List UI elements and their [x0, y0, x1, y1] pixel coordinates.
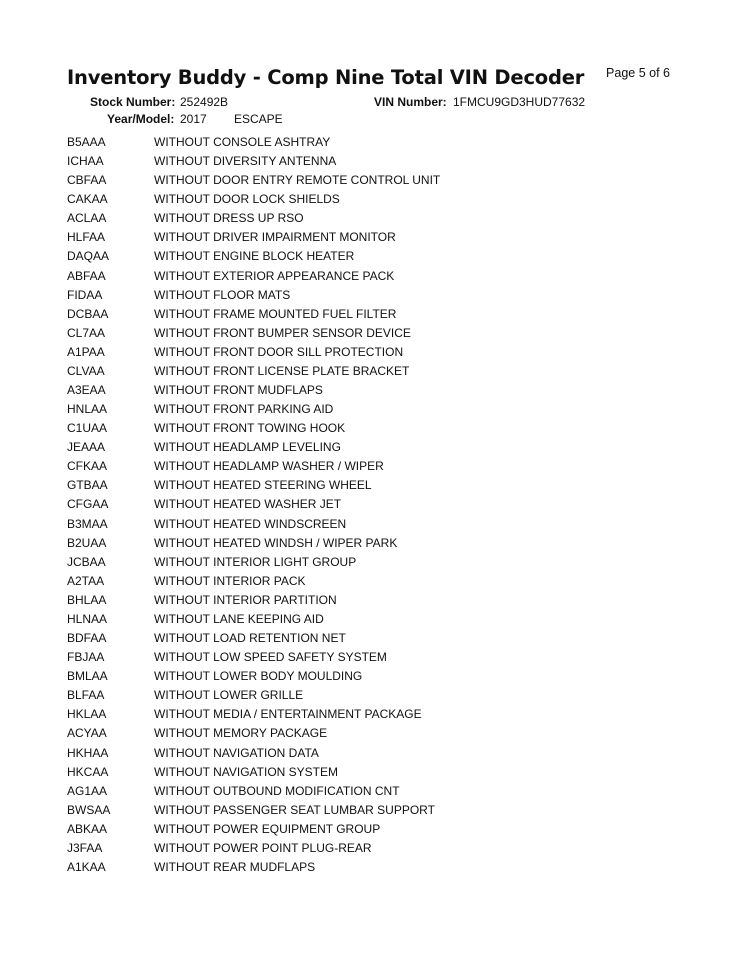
- option-description: WITHOUT NAVIGATION DATA: [154, 745, 319, 760]
- option-code: CAKAA: [67, 192, 108, 207]
- list-item: [67, 724, 677, 743]
- option-code: ACLAA: [67, 211, 107, 226]
- list-item: [67, 400, 677, 419]
- option-code: B3MAA: [67, 516, 108, 531]
- list-item: [67, 782, 677, 801]
- list-item: [67, 267, 677, 286]
- option-code: DCBAA: [67, 306, 109, 321]
- option-description: WITHOUT EXTERIOR APPEARANCE PACK: [154, 268, 395, 283]
- option-code: HKCAA: [67, 764, 109, 779]
- option-description: WITHOUT INTERIOR PARTITION: [154, 592, 337, 607]
- stock-number-value: 252492B: [180, 95, 229, 109]
- option-code: GTBAA: [67, 478, 108, 493]
- option-code: DAQAA: [67, 249, 110, 264]
- page-number: Page 5 of 6: [606, 66, 670, 80]
- option-code: ABFAA: [67, 268, 106, 283]
- option-description: WITHOUT LOWER GRILLE: [154, 688, 304, 703]
- list-item: [67, 438, 677, 457]
- list-item: [67, 686, 677, 705]
- option-description: WITHOUT FRONT PARKING AID: [154, 402, 334, 417]
- list-item: [67, 667, 677, 686]
- list-item: [67, 820, 677, 839]
- list-item: [67, 457, 677, 476]
- option-description: WITHOUT HEATED WINDSH / WIPER PARK: [154, 535, 398, 550]
- list-item: [67, 744, 677, 763]
- option-code: BHLAA: [67, 592, 107, 607]
- list-item: [67, 228, 677, 247]
- list-item: [67, 839, 677, 858]
- stock-number: [90, 95, 229, 109]
- list-item: [67, 209, 677, 228]
- list-item: [67, 247, 677, 266]
- vin-number-label: VIN Number:: [374, 95, 447, 109]
- option-description: WITHOUT FRAME MOUNTED FUEL FILTER: [154, 306, 397, 321]
- list-item: [67, 495, 677, 514]
- list-item: [67, 572, 677, 591]
- option-code: ABKAA: [67, 821, 108, 836]
- list-item: [67, 763, 677, 782]
- option-code: BMLAA: [67, 669, 108, 684]
- option-code: AG1AA: [67, 783, 108, 798]
- option-code: ICHAA: [67, 154, 104, 169]
- option-description: WITHOUT INTERIOR PACK: [154, 573, 306, 588]
- list-item: [67, 534, 677, 553]
- option-description: WITHOUT MEDIA / ENTERTAINMENT PACKAGE: [154, 707, 422, 722]
- option-description: WITHOUT INTERIOR LIGHT GROUP: [154, 554, 357, 569]
- option-code: CFGAA: [67, 497, 109, 512]
- option-code: CLVAA: [67, 363, 105, 378]
- year-model-label: Year/Model:: [107, 112, 175, 126]
- option-code: HLNAA: [67, 611, 108, 626]
- option-description: WITHOUT POWER EQUIPMENT GROUP: [154, 821, 381, 836]
- list-item: [67, 324, 677, 343]
- option-code: J3FAA: [67, 840, 103, 855]
- option-code: JCBAA: [67, 554, 106, 569]
- option-code: BLFAA: [67, 688, 105, 703]
- list-item: [67, 362, 677, 381]
- option-description: WITHOUT CONSOLE ASHTRAY: [154, 135, 331, 149]
- option-description: WITHOUT FRONT TOWING HOOK: [154, 421, 346, 436]
- option-code: HNLAA: [67, 402, 108, 417]
- option-code: A1PAA: [67, 344, 105, 359]
- option-code: BDFAA: [67, 631, 107, 646]
- option-code: HKHAA: [67, 745, 109, 760]
- option-code: FBJAA: [67, 650, 105, 665]
- list-item: [67, 610, 677, 629]
- option-description: WITHOUT LOAD RETENTION NET: [154, 631, 346, 646]
- option-code: BWSAA: [67, 802, 111, 817]
- option-code: CFKAA: [67, 459, 108, 474]
- option-description: WITHOUT OUTBOUND MODIFICATION CNT: [154, 783, 400, 798]
- option-description: WITHOUT DRIVER IMPAIRMENT MONITOR: [154, 230, 396, 245]
- list-item: [67, 858, 677, 877]
- list-item: [67, 190, 677, 209]
- option-code: B5AAA: [67, 135, 106, 149]
- option-description: WITHOUT DOOR LOCK SHIELDS: [154, 192, 340, 207]
- stock-number-label: Stock Number:: [90, 95, 176, 109]
- list-item: [67, 171, 677, 190]
- option-description: WITHOUT LOW SPEED SAFETY SYSTEM: [154, 650, 387, 665]
- option-description: WITHOUT NAVIGATION SYSTEM: [154, 764, 339, 779]
- option-code: HKLAA: [67, 707, 107, 722]
- option-description: WITHOUT DIVERSITY ANTENNA: [154, 154, 337, 169]
- option-description: WITHOUT FRONT DOOR SILL PROTECTION: [154, 344, 404, 359]
- option-description: WITHOUT HEADLAMP LEVELING: [154, 440, 341, 455]
- option-code: A2TAA: [67, 573, 105, 588]
- option-description: WITHOUT FRONT LICENSE PLATE BRACKET: [154, 363, 410, 378]
- list-item: [67, 629, 677, 648]
- list-item: [67, 152, 677, 171]
- list-item: [67, 648, 677, 667]
- option-code: CL7AA: [67, 325, 106, 340]
- option-code: A1KAA: [67, 859, 106, 874]
- model-value: ESCAPE: [234, 112, 283, 126]
- option-code: HLFAA: [67, 230, 106, 245]
- option-description: WITHOUT DRESS UP RSO: [154, 211, 304, 226]
- option-description: WITHOUT HEADLAMP WASHER / WIPER: [154, 459, 384, 474]
- list-item: [67, 705, 677, 724]
- vin-number-value: 1FMCU9GD3HUD77632: [453, 95, 586, 109]
- option-code: A3EAA: [67, 383, 106, 398]
- option-description: WITHOUT HEATED WASHER JET: [154, 497, 342, 512]
- option-code: JEAAA: [67, 440, 106, 455]
- option-description: WITHOUT FRONT BUMPER SENSOR DEVICE: [154, 325, 411, 340]
- list-item: [67, 515, 677, 534]
- option-description: WITHOUT HEATED WINDSCREEN: [154, 516, 347, 531]
- option-code: ACYAA: [67, 726, 107, 741]
- vin-number: [374, 95, 586, 109]
- option-code-list: [67, 133, 677, 877]
- list-item: [67, 305, 677, 324]
- year-value: 2017: [180, 112, 207, 126]
- option-description: WITHOUT DOOR ENTRY REMOTE CONTROL UNIT: [154, 173, 441, 188]
- option-code: CBFAA: [67, 173, 107, 188]
- list-item: [67, 381, 677, 400]
- page-title: Inventory Buddy - Comp Nine Total VIN Decoder: [67, 66, 585, 89]
- option-description: WITHOUT LANE KEEPING AID: [154, 611, 324, 626]
- list-item: [67, 343, 677, 362]
- option-description: WITHOUT FLOOR MATS: [154, 287, 291, 302]
- list-item: [67, 419, 677, 438]
- list-item: [67, 591, 677, 610]
- list-item: [67, 553, 677, 572]
- option-description: WITHOUT MEMORY PACKAGE: [154, 726, 328, 741]
- option-description: WITHOUT LOWER BODY MOULDING: [154, 669, 363, 684]
- option-description: WITHOUT HEATED STEERING WHEEL: [154, 478, 372, 493]
- year-model: [107, 112, 283, 126]
- list-item: [67, 476, 677, 495]
- option-description: WITHOUT REAR MUDFLAPS: [154, 859, 316, 874]
- list-item: [67, 801, 677, 820]
- option-description: WITHOUT POWER POINT PLUG-REAR: [154, 840, 372, 855]
- option-code: C1UAA: [67, 421, 108, 436]
- option-description: WITHOUT ENGINE BLOCK HEATER: [154, 249, 355, 264]
- list-item: [67, 133, 677, 152]
- option-code: B2UAA: [67, 535, 107, 550]
- option-code: FIDAA: [67, 287, 103, 302]
- option-description: WITHOUT FRONT MUDFLAPS: [154, 383, 323, 398]
- list-item: [67, 286, 677, 305]
- option-description: WITHOUT PASSENGER SEAT LUMBAR SUPPORT: [154, 802, 435, 817]
